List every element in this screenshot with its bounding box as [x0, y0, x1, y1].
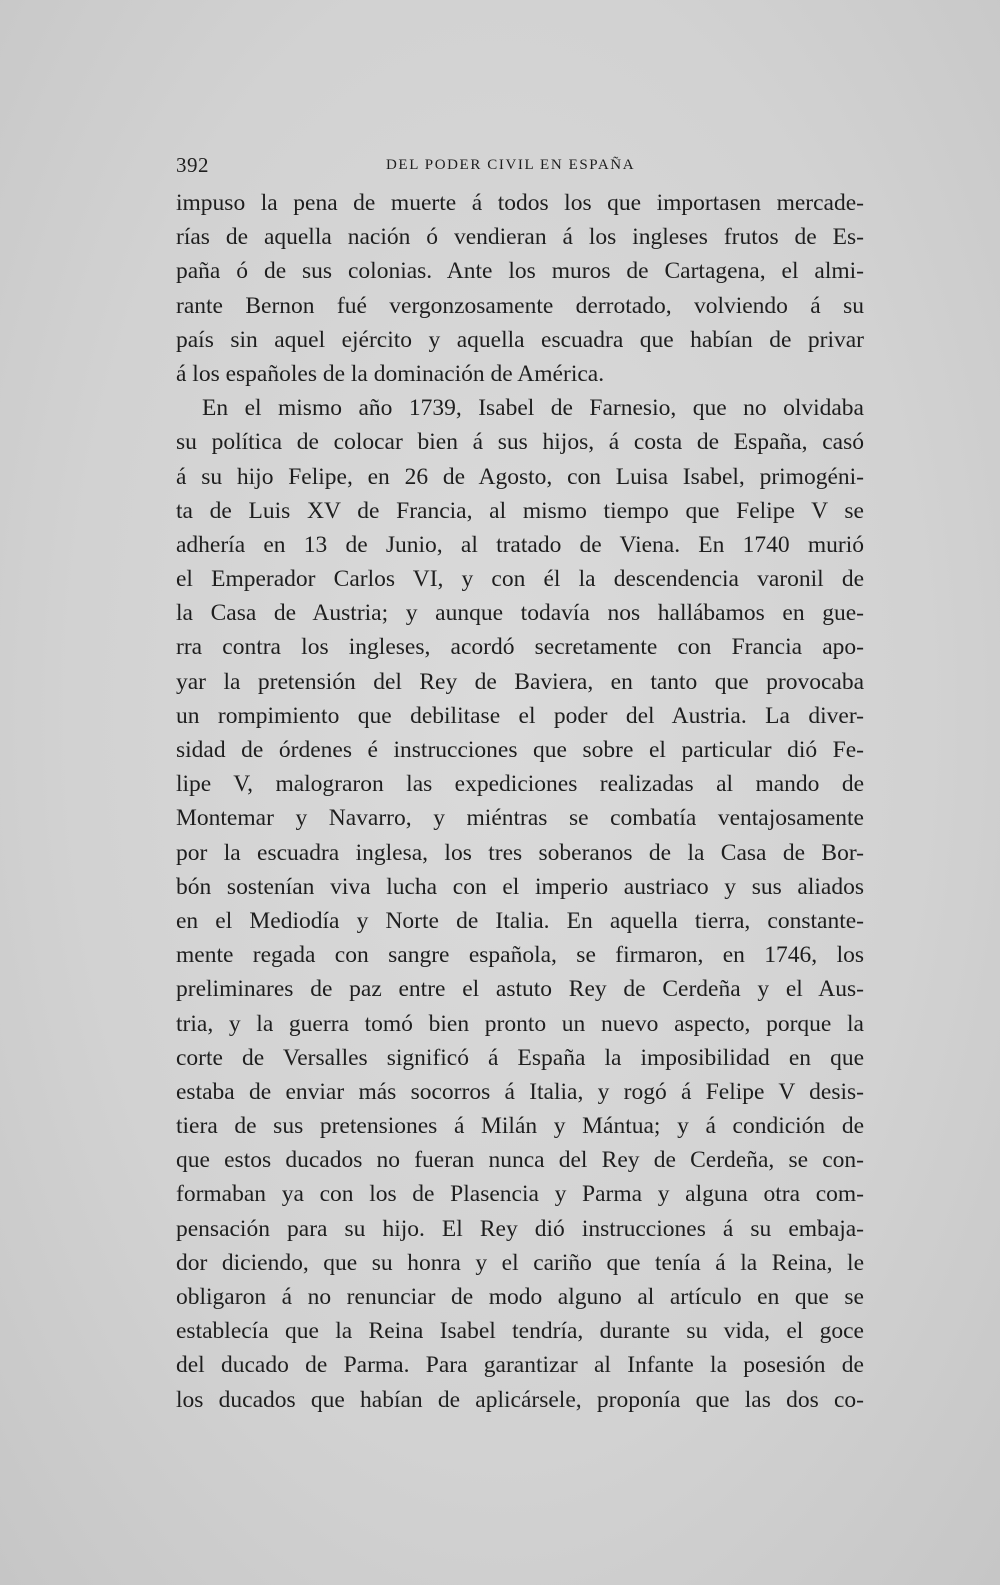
text-line: bón sostenían viva lucha con el imperio austriaco y sus aliados: [176, 873, 864, 900]
text-line: tiera de sus pretensiones á Milán y Mántua; y á condición de: [176, 1113, 864, 1140]
paragraph-start-line: En el mismo año 1739, Isabel de Farnesio, que no olvidaba: [202, 395, 864, 422]
text-line: lipe V, malograron las expediciones realizadas al mando de: [176, 771, 864, 798]
text-line: establecía que la Reina Isabel tendría, durante su vida, el goce: [176, 1318, 864, 1345]
text-line: del ducado de Parma. Para garantizar al Infante la posesión de: [176, 1352, 864, 1379]
text-line: mente regada con sangre española, se firmaron, en 1746, los: [176, 942, 864, 969]
text-line: á su hijo Felipe, en 26 de Agosto, con Luisa Isabel, primogéni-: [176, 463, 864, 490]
text-line: su política de colocar bien á sus hijos, á costa de España, casó: [176, 429, 864, 456]
text-line: el Emperador Carlos VI, y con él la descendencia varonil de: [176, 566, 864, 593]
text-line: rías de aquella nación ó vendieran á los ingleses frutos de Es-: [176, 224, 864, 251]
text-line: que estos ducados no fueran nunca del Rey de Cerdeña, se con-: [176, 1147, 864, 1174]
text-line: un rompimiento que debilitase el poder del Austria. La diver-: [176, 702, 864, 729]
page-header: [176, 153, 864, 183]
text-line: yar la pretensión del Rey de Baviera, en tanto que provocaba: [176, 668, 864, 695]
text-line: tria, y la guerra tomó bien pronto un nuevo aspecto, porque la: [176, 1010, 864, 1037]
text-line: preliminares de paz entre el astuto Rey de Cerdeña y el Aus-: [176, 976, 864, 1003]
text-line: Montemar y Navarro, y miéntras se combatía ventajosamente: [176, 805, 864, 832]
text-line: en el Mediodía y Norte de Italia. En aquella tierra, constante-: [176, 907, 864, 934]
text-line: formaban ya con los de Plasencia y Parma y alguna otra com-: [176, 1181, 864, 1208]
text-line: pensación para su hijo. El Rey dió instrucciones á su embaja-: [176, 1215, 864, 1242]
text-line: estaba de enviar más socorros á Italia, y rogó á Felipe V desis-: [176, 1078, 864, 1105]
text-line: los ducados que habían de aplicársele, proponía que las dos co-: [176, 1386, 864, 1413]
text-line: adhería en 13 de Junio, al tratado de Viena. En 1740 murió: [176, 531, 864, 558]
text-line: impuso la pena de muerte á todos los que importasen mercade-: [176, 190, 864, 216]
text-line: dor diciendo, que su honra y el cariño que tenía á la Reina, le: [176, 1249, 864, 1276]
text-line: sidad de órdenes é instrucciones que sobre el particular dió Fe-: [176, 737, 864, 763]
text-line: rra contra los ingleses, acordó secretamente con Francia apo-: [176, 634, 864, 661]
text-line: rante Bernon fué vergonzosamente derrotado, volviendo á su: [176, 292, 864, 319]
text-line: ta de Luis XV de Francia, al mismo tiempo que Felipe V se: [176, 497, 864, 524]
page-number: 392: [176, 153, 209, 177]
text-line: país sin aquel ejército y aquella escuadra que habían de privar: [176, 326, 864, 353]
text-line: por la escuadra inglesa, los tres soberanos de la Casa de Bor-: [176, 839, 864, 866]
text-line: corte de Versalles significó á España la imposibilidad en que: [176, 1044, 864, 1071]
text-line: obligaron á no renunciar de modo alguno al artículo en que se: [176, 1284, 864, 1310]
body-text: [176, 186, 864, 1417]
running-title: DEL PODER CIVIL EN ESPAÑA: [386, 157, 636, 173]
text-line: á los españoles de la dominación de América.: [176, 360, 605, 387]
text-line: paña ó de sus colonias. Ante los muros de Cartagena, el almi-: [176, 258, 864, 285]
text-line: la Casa de Austria; y aunque todavía nos hallábamos en gue-: [176, 600, 864, 627]
